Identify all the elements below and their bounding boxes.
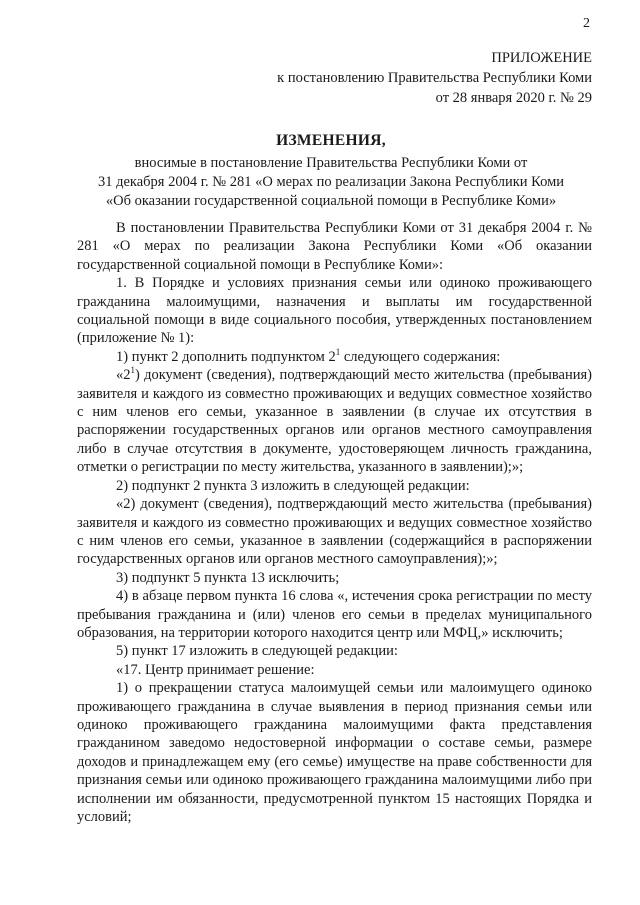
paragraph: 3) подпункт 5 пункта 13 исключить; <box>116 569 340 586</box>
superscript: 1 <box>130 365 135 376</box>
paragraph <box>77 348 592 366</box>
page-number: 2 <box>583 16 590 31</box>
document-title: ИЗМЕНЕНИЯ, <box>276 132 386 149</box>
appendix-title: ПРИЛОЖЕНИЕ <box>491 50 592 66</box>
paragraph: «17. Центр принимает решение: <box>116 661 315 678</box>
paragraph-text: «2 <box>116 367 131 384</box>
heading-line: вносимые в постановление Правительства Республики Коми от <box>134 155 528 171</box>
appendix-block <box>277 48 592 108</box>
document-body <box>77 219 592 826</box>
paragraph: 4) в абзаце первом пункта 16 слова «, истечения срока регистрации по месту пребывания гражданина и (или) членов его семьи в пределах муниципального образования, на территории которого находится центр или МФЦ,» исключить; <box>77 588 592 641</box>
superscript: 1 <box>335 347 341 358</box>
paragraph-text: ) документ (сведения), подтверждающий место жительства (пребывания) заявителя и каждого из совместно проживающих и ведущих совместное хозяйство с ним членов его семьи, указанное в заявлении (в случае их отсутствия в распоряжении государственных органов или органов местного самоуправления либо в случае отсутствия в документе, удостоверяющем личность гражданина, отметки о регистрации по месту жительства, указанного в заявлении);»; <box>77 367 592 476</box>
heading-line: 31 декабря 2004 г. № 281 «О мерах по реализации Закона Республики Коми <box>97 174 565 190</box>
heading-line: «Об оказании государственной социальной помощи в Республике Коми» <box>105 193 557 209</box>
appendix-resolution: к постановлению Правительства Республики Коми <box>277 70 592 86</box>
paragraph: 5) пункт 17 изложить в следующей редакции: <box>116 643 398 660</box>
paragraph-text: следующего содержания: <box>340 348 501 365</box>
document-heading <box>70 132 592 211</box>
paragraph: «2) документ (сведения), подтверждающий место жительства (пребывания) заявителя и каждого из совместно проживающих и ведущих совместное хозяйство с ним членов его семьи, указанное в заявлении (содержащийся в распоряжении государственных органов или органов местного самоуправления);»; <box>77 496 592 568</box>
paragraph <box>77 366 592 476</box>
paragraph: 1. В Порядке и условиях признания семьи или одиноко проживающего гражданина малоимущими, назначения и выплаты им государственной социальной помощи в виде социального пособия, утвержденных постановлением (приложение № 1): <box>77 275 592 347</box>
appendix-date: от 28 января 2020 г. № 29 <box>435 90 592 106</box>
paragraph: 2) подпункт 2 пункта 3 изложить в следующей редакции: <box>116 477 470 494</box>
paragraph: 1) о прекращении статуса малоимущей семьи или малоимущего одиноко проживающего гражданина в случае выявления в период признания семьи или одиноко проживающего гражданина малоимущими факта представления гражданином заведомо недостоверной информации о составе семьи, размере доходов и принадлежащем ему (его семье) имуществе на праве собственности для признания семьи или одиноко проживающего гражданина малоимущими либо при исполнении им обязанности, предусмотренной пунктом 15 настоящих Порядка и условий; <box>77 680 592 825</box>
paragraph-text: 1) пункт 2 дополнить подпунктом 2 <box>116 348 336 365</box>
paragraph: В постановлении Правительства Республики Коми от 31 декабря 2004 г. № 281 «О мерах по реализации Закона Республики Коми «Об оказании государственной социальной помощи в Республике Коми»: <box>77 220 592 273</box>
